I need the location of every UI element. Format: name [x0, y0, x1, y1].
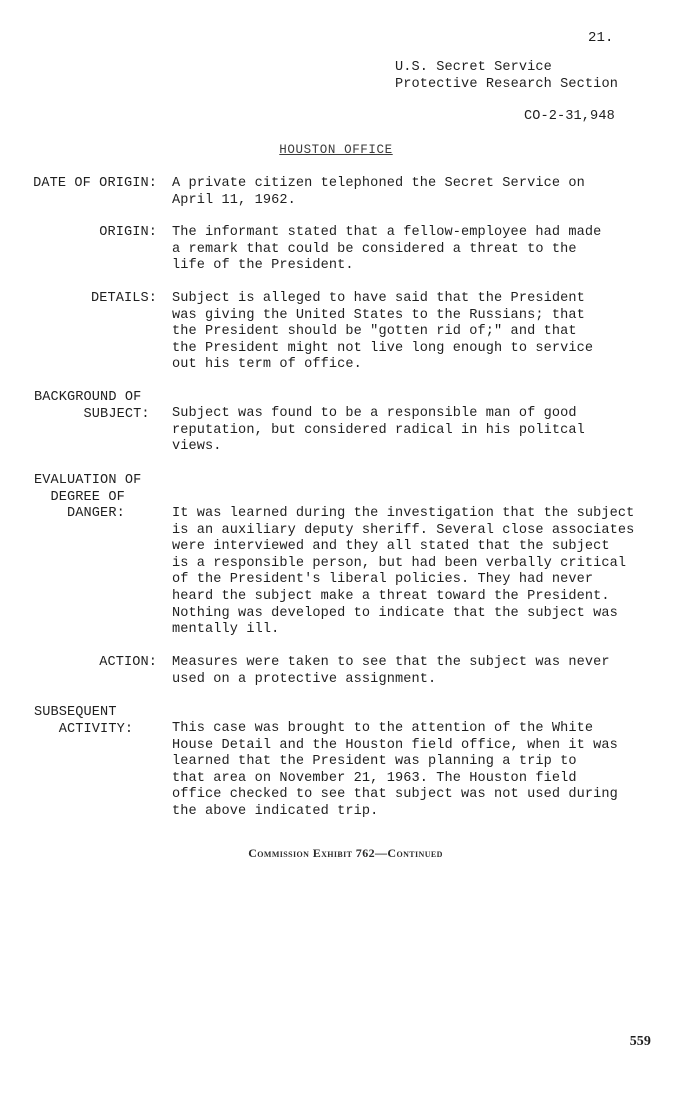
text-origin: The informant stated that a fellow-employee had made a remark that could be considered a threat to the life of the President.: [172, 225, 602, 274]
exhibit-caption: Commission Exhibit 762—Continued: [248, 846, 443, 860]
office-heading: HOUSTON OFFICE: [279, 143, 393, 157]
label-subsequent-activity: SUBSEQUENT ACTIVITY:: [34, 705, 134, 737]
file-number: CO-2-31,948: [524, 109, 615, 124]
label-action: ACTION:: [99, 655, 157, 670]
label-evaluation-of-danger: EVALUATION OF DEGREE OF DANGER:: [34, 473, 142, 522]
text-background-of-subject: Subject was found to be a responsible man of good reputation, but considered radical in his politcal views.: [172, 406, 585, 455]
agency-section: Protective Research Section: [395, 77, 618, 92]
text-evaluation-of-danger: It was learned during the investigation that the subject is an auxiliary deputy sheriff. Several close associates were interviewed and they all stated that the subject is a responsible person, but had been verbally critical of the President's liberal policies. They had never heard the subject make a threat toward the President. Nothing was developed to indicate that the subject was mentally ill.: [172, 506, 635, 638]
label-details: DETAILS:: [90, 291, 157, 306]
label-origin: ORIGIN:: [99, 225, 157, 240]
text-action: Measures were taken to see that the subject was never used on a protective assignment.: [172, 655, 610, 687]
folio-number: 559: [629, 1034, 651, 1049]
text-subsequent-activity: This case was brought to the attention of the White House Detail and the Houston field office, when it was learned that the President was planning a trip to that area on November 21, 1963. The Houston field office checked to see that subject was not used during the above indicated trip.: [172, 721, 618, 819]
agency-name: U.S. Secret Service: [395, 60, 552, 75]
label-date-of-origin: DATE OF ORIGIN:: [33, 176, 157, 191]
label-background-of-subject: BACKGROUND OF SUBJECT:: [34, 390, 150, 422]
text-details: Subject is alleged to have said that the President was giving the United States to the Russians; that the President should be "gotten rid of;" and that the President might not live long enough to service out his term of office.: [172, 291, 594, 373]
text-date-of-origin: A private citizen telephoned the Secret Service on April 11, 1962.: [172, 176, 585, 208]
page-number-top: 21.: [588, 30, 614, 46]
